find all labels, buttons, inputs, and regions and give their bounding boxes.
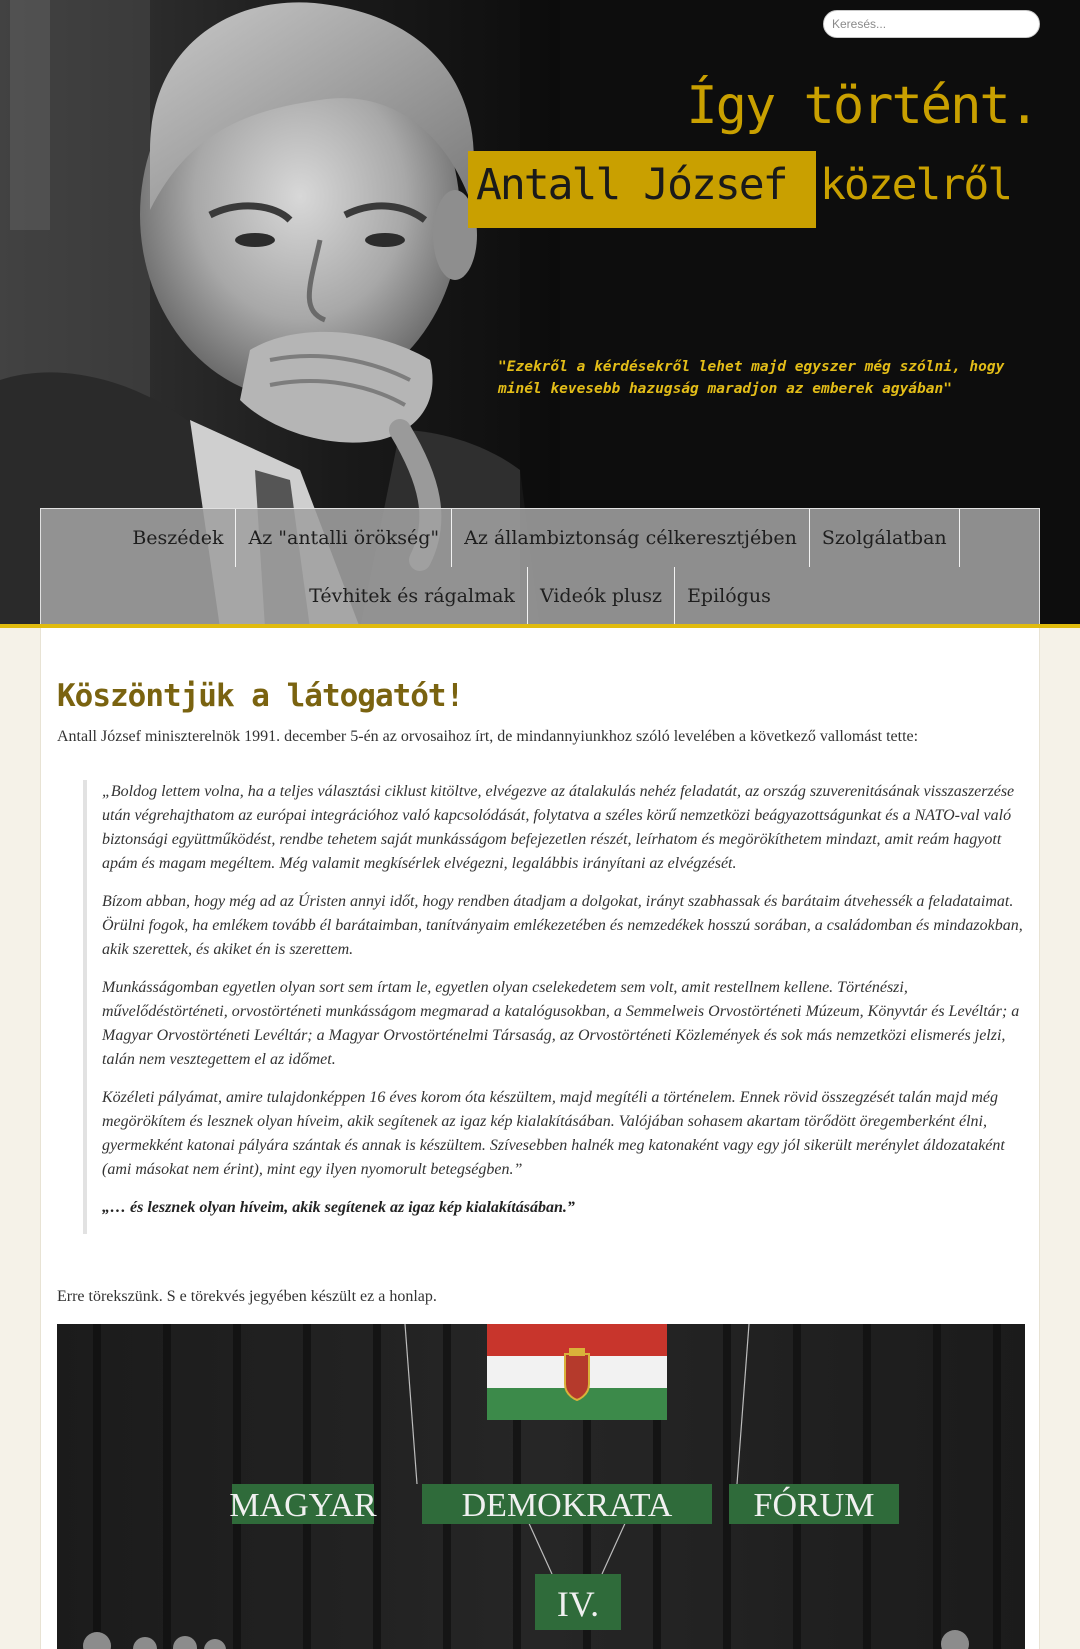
quote-paragraph: „Boldog lettem volna, ha a teljes választási ciklust kitöltve, elvégezve az átalakulás nehéz feladatát, az ország szuverenitásának visszaszerzése után végrehajthatom az európai integrációhoz való kapcsolódását, folytatva a széles körű nemzetközi beágyazottságunkat és a NATO-val való biztonsági együttműködést, rendbe tehetem saját munkásságom befejezetlen részét, leírhatom és megörökíthetem mindazt, amit reám hagyott apám és magam megéltem. Még valamit megkísérlek elvégezni, legalábbis irányítani az elvégzését.	[102, 783, 1015, 872]
site-title-line1: Így történt.	[686, 76, 1038, 136]
site-header	[0, 0, 1080, 628]
congress-number: IV.	[556, 1584, 600, 1624]
nav-row-1	[41, 509, 1039, 567]
nav-item-tevhitek[interactable]: Tévhitek és rágalmak	[297, 567, 528, 625]
search-input[interactable]	[823, 10, 1040, 38]
nav-row-2	[41, 567, 1039, 625]
nav-item-videok-plusz[interactable]: Videók plusz	[528, 567, 675, 625]
nav-item-szolgalatban[interactable]: Szolgálatban	[810, 509, 960, 567]
nav-item-antalli-orokseg[interactable]: Az "antalli örökség"	[236, 509, 452, 567]
main-navigation	[40, 508, 1040, 625]
page-title: Köszöntjük a látogatót!	[57, 678, 464, 714]
hungarian-flag	[487, 1324, 667, 1420]
intro-text: Antall József miniszterelnök 1991. december 5-én az orvosaihoz írt, de mindannyiunkhoz szóló levelében a következő vallomást tette:	[57, 728, 919, 745]
quote-paragraph: Közéleti pályámat, amire tulajdonképpen 16 éves korom óta készültem, majd megítéli a történelem. Ennek rövid összegzését talán majd még megörökítem és lesznek olyan híveim, akik segítenek az igaz kép kialakításában. Valójában sohasem akartam törődött öregemberként élni, gyermekként katonai pályára szántak és annak is készültem. Szívesebben halnék meg katonaként vagy egy jól sikerült merénylet áldozataként (ami másokat nem érint), mint egy ilyen nyomorult betegségben.”	[102, 1089, 1005, 1178]
nav-item-allambiztonsag[interactable]: Az állambiztonság célkeresztjében	[452, 509, 810, 567]
nav-item-epilogus[interactable]: Epilógus	[687, 585, 771, 607]
banner-word-demokrata: DEMOKRATA	[461, 1487, 673, 1524]
site-title-name: Antall József	[476, 160, 787, 210]
letter-blockquote	[83, 780, 1031, 1234]
quote-emphasis: „… és lesznek olyan híveim, akik segítenek az igaz kép kialakításában.”	[102, 1199, 575, 1216]
quote-paragraph: Bízom abban, hogy még ad az Úristen annyi időt, hogy rendben átadjam a dolgokat, irányt szabhassak és barátaim átvehessék a feladataimat. Örülni fogok, ha emlékem tovább él barátaimban, tanítványaim emlékezetében és nemzedékek hosszú sorában, a családomban és mindazokban, akik szerettek, és akiket én is szerettem.	[102, 893, 1023, 958]
nav-item-beszedek[interactable]: Beszédek	[120, 509, 236, 567]
mdf-congress-photo	[57, 1324, 1025, 1649]
banner-word-magyar: MAGYAR	[229, 1487, 377, 1524]
main-content	[40, 628, 1040, 1649]
outro-text: Erre törekszünk. S e törekvés jegyében készült ez a honlap.	[57, 1288, 437, 1305]
banner-word-forum: FÓRUM	[753, 1487, 875, 1524]
quote-paragraph: Munkásságomban egyetlen olyan sort sem írtam le, egyetlen olyan cselekedetem sem volt, amit restellnem kellene. Történészi, művelődéstörténeti, orvostörténeti munkásságom megmarad a katalógusokban, a Semmelweis Orvostörténeti Múzeum, Könyvtár és Levéltár; a Magyar Orvostörténeti Levéltár; a Magyar Orvostörténelmi Társaság, az Orvostörténeti Közlemények és sok más nemzetközi elismerés jelzi, talán nem vesztegettem el az időmet.	[102, 979, 1020, 1068]
header-quote: "Ezekről a kérdésekről lehet majd egyszer még szólni, hogy minél kevesebb hazugság maradjon az emberek agyában"	[498, 359, 1005, 397]
site-title-rest: közelről	[820, 160, 1012, 210]
